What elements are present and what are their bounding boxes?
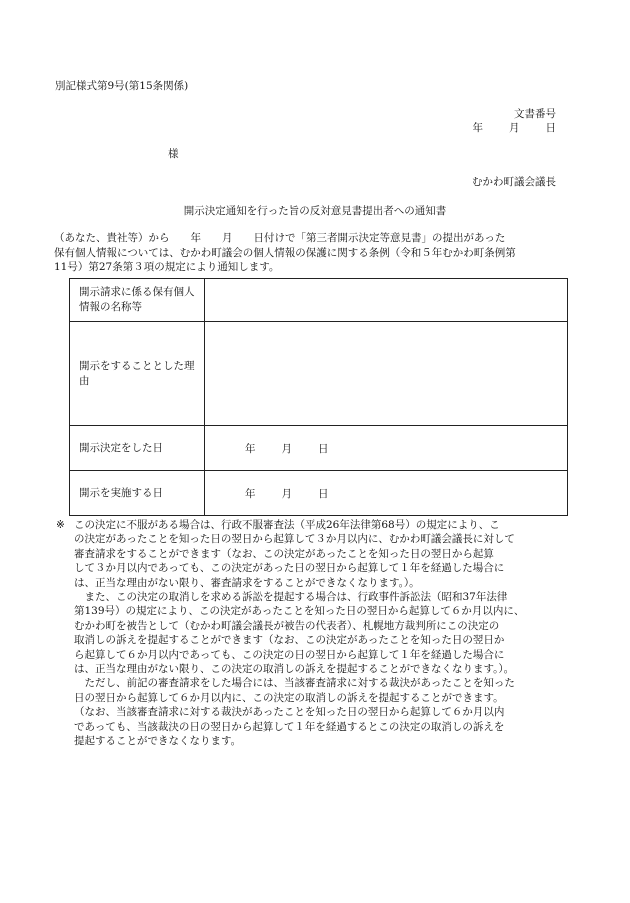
note-line: 取消しの訴えを提起することができます（なお、この決定があったことを知った日の翌日か xyxy=(74,634,505,647)
issuer-name: むかわ町議会議長 xyxy=(472,176,556,188)
note-line: であっても、当該裁決の日の翌日から起算して１年を経過するとこの決定の取消しの訴えを xyxy=(74,720,505,733)
implementation-date-year: 年 xyxy=(245,487,256,500)
note-line: は、正当な理由がない限り、審査請求をすることができなくなります。）。 xyxy=(74,576,420,589)
note-line: の決定があったことを知った日の翌日から起算して３か月以内に、むかわ町議会議長に対して xyxy=(74,533,515,546)
note-line: ら起算して６か月以内であっても、この決定の日の翌日から起算して１年を経過した場合に xyxy=(74,648,505,661)
row-value-info-name xyxy=(205,279,568,322)
decision-date-day: 日 xyxy=(318,442,329,455)
body-line: 11号）第27条第３項の規定により通知します。 xyxy=(54,261,280,274)
note-line: この決定に不服がある場合は、行政不服審査法（平成26年法律第68号）の規定により、こ xyxy=(74,519,500,531)
decision-date-month: 月 xyxy=(281,442,292,455)
table-row xyxy=(70,471,568,516)
note-line: 第139号）の規定により、この決定があったことを知った日の翌日から起算して６か月以内に、 xyxy=(74,605,525,618)
decision-date-year: 年 xyxy=(245,442,256,455)
disclosure-table xyxy=(69,278,568,516)
note-section xyxy=(56,518,575,749)
note-line: 日の翌日から起算して６か月以内に、この決定の取消しの訴えを提起することができます。 xyxy=(74,691,504,704)
row-value-implementation-date xyxy=(205,471,568,516)
addressee-suffix: 様 xyxy=(168,148,179,160)
row-label-info-name: 開示請求に係る保有個人情報の名称等 xyxy=(70,279,205,322)
note-line: は、正当な理由がない限り、この決定の取消しの訴えを提起することができなくなります。）。 xyxy=(74,663,515,676)
body-line: 保有個人情報については、むかわ町議会の個人情報の保護に関する条例（令和５年むかわ町条例第 xyxy=(54,246,516,259)
note-mark: ※ xyxy=(56,519,65,531)
note-line: 審査請求をすることができます（なお、この決定があったことを知った日の翌日から起算 xyxy=(74,547,494,560)
row-label-decision-date: 開示決定をした日 xyxy=(70,426,205,471)
table-row xyxy=(70,279,568,322)
note-line: ただし、前記の審査請求をした場合には、当該審査請求に対する裁決があったことを知った xyxy=(74,677,515,690)
row-value-decision-date xyxy=(205,426,568,471)
issue-date-month: 月 xyxy=(509,122,520,134)
form-number: 別記様式第9号(第15条関係) xyxy=(55,80,189,92)
implementation-date-month: 月 xyxy=(281,487,292,500)
issue-date-day: 日 xyxy=(545,122,556,134)
body-paragraph xyxy=(54,231,579,275)
note-line: 提起することができなくなります。 xyxy=(74,735,242,748)
implementation-date-day: 日 xyxy=(318,487,329,500)
note-line: （なお、当該審査請求に対する裁決があったことを知った日の翌日から起算して６か月以内 xyxy=(74,706,505,719)
row-value-reason xyxy=(205,322,568,426)
issue-date xyxy=(473,120,557,135)
document-title: 開示決定通知を行った旨の反対意見書提出者への通知書 xyxy=(183,205,447,217)
row-label-implementation-date: 開示を実施する日 xyxy=(70,471,205,516)
note-line: また、この決定の取消しを求める訴訟を提起する場合は、行政事件訴訟法（昭和37年法律 xyxy=(74,591,508,604)
row-label-reason: 開示をすることとした理由 xyxy=(70,322,205,426)
body-line: （あなた、貴社等）から 年 月 日付けで「第三者開示決定等意見書」の提出があった xyxy=(54,232,506,244)
note-line: むかわ町を被告として（むかわ町議会議長が被告の代表者）、札幌地方裁判所にこの決定の xyxy=(74,619,500,632)
note-line: して３か月以内であっても、この決定があった日の翌日から起算して１年を経過した場合に xyxy=(74,562,505,575)
table-row xyxy=(70,322,568,426)
issue-date-year: 年 xyxy=(472,122,483,134)
document-number-label: 文書番号 xyxy=(514,108,556,120)
table-row xyxy=(70,426,568,471)
